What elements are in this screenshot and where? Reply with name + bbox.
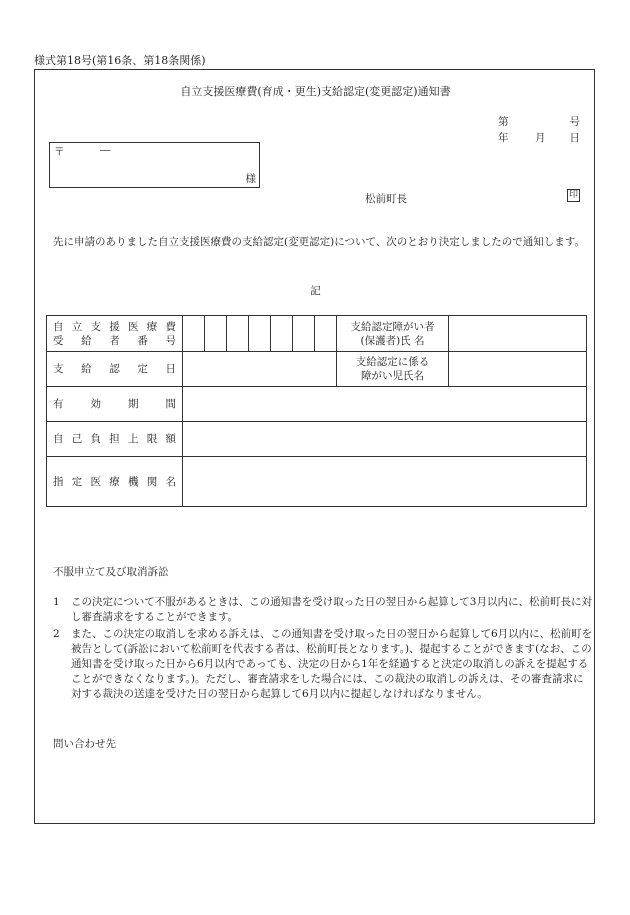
table-row [47, 457, 587, 507]
recipient-number-digit-cell[interactable] [249, 316, 271, 352]
seal-stamp-icon: 印 [568, 190, 578, 200]
certification-table [46, 315, 587, 507]
child-name-label-line1: 支給認定に係る [355, 356, 430, 368]
recipient-number-digit-cell[interactable] [205, 316, 227, 352]
recipient-number-digit-cell[interactable] [227, 316, 249, 352]
notification-frame [34, 69, 595, 824]
recognized-person-name-field[interactable] [449, 316, 587, 352]
appeal-item-number: 1 [53, 596, 60, 608]
child-name-label-line2: 障がい児氏名 [361, 370, 424, 382]
table-row [47, 316, 587, 352]
issuer-name: 松前町長 [365, 193, 407, 205]
recognized-person-label [337, 316, 449, 352]
copay-limit-label: 自己負担上限額 [47, 422, 183, 457]
child-name-label [337, 352, 449, 387]
recipient-number-digit-cell[interactable] [183, 316, 205, 352]
appeal-list [53, 595, 593, 704]
validity-period-label: 有効期間 [47, 387, 183, 422]
appeal-item-text: また、この決定の取消しを求める訴えは、この通知書を受け取った日の翌日から起算して6月以内に、松前町を被告として(訴訟において松前町を代表する者は、松前町長となります。)、提起することができます(なお、この通知書を受け取った日から6月以内であっても、決定の日から1年を経過すると決定の取消しの訴えを提起することができなくなります。)。ただし、審査請求をした場合には、この裁決の取消しの訴えは、その審査請求に対する裁決の送達を受けた日の翌日から起算して6月以内に提起しなければなりません。 [71, 628, 593, 700]
date-day-label: 日 [569, 132, 580, 144]
document-title: 自立支援医療費(育成・更生)支給認定(変更認定)通知書 [180, 85, 451, 98]
validity-period-field[interactable] [183, 387, 587, 422]
appeal-item-text: この決定について不服があるときは、この通知書を受け取った日の翌日から起算して3月以内に、松前町長に対し審査請求をすることができます。 [71, 596, 592, 623]
document-number [498, 114, 580, 128]
grant-date-label: 支給認定日 [47, 352, 183, 387]
doc-number-prefix: 第 [498, 116, 509, 128]
recognized-person-label-line2: (保護者)氏 名 [360, 334, 425, 347]
list-item [53, 595, 593, 625]
appeal-item-number: 2 [53, 628, 60, 640]
postal-mark: 〒 [54, 146, 65, 158]
recipient-number-digit-cell[interactable] [293, 316, 315, 352]
grant-date-field[interactable] [183, 352, 337, 387]
recipient-number-label-line1: 自立支援医療費 [53, 320, 176, 333]
recipient-address-box [49, 142, 260, 188]
designated-institution-label: 指定医療機関名 [47, 457, 183, 507]
designated-institution-field[interactable] [183, 457, 587, 507]
table-row [47, 352, 587, 387]
intro-paragraph: 先に申請のありました自立支援医療費の支給認定(変更認定)について、次のとおり決定しましたので通知します。 [53, 236, 585, 248]
recipient-number-label [47, 316, 183, 352]
table-row [47, 422, 587, 457]
child-name-field[interactable] [449, 352, 587, 387]
list-item [53, 627, 593, 702]
recipient-number-digit-cell[interactable] [271, 316, 293, 352]
table-row [47, 387, 587, 422]
date-year-label: 年 [498, 132, 509, 144]
postal-code-dash: ― [100, 144, 111, 156]
honorific-sama: 様 [245, 173, 256, 185]
document-date [498, 130, 580, 144]
doc-number-suffix: 号 [569, 116, 580, 128]
copay-limit-field[interactable] [183, 422, 587, 457]
recipient-number-label-line2: 受給者番号 [53, 334, 176, 347]
form-number: 様式第18号(第16条、第18条関係) [34, 54, 206, 67]
date-month-label: 月 [535, 132, 546, 144]
contact-label: 問い合わせ先 [53, 738, 116, 750]
recognized-person-label-line1: 支給認定障がい者 [350, 320, 435, 333]
ki-heading: 記 [310, 285, 321, 297]
appeal-heading: 不服申立て及び取消訴訟 [53, 566, 169, 578]
recipient-number-digit-cell[interactable] [315, 316, 337, 352]
